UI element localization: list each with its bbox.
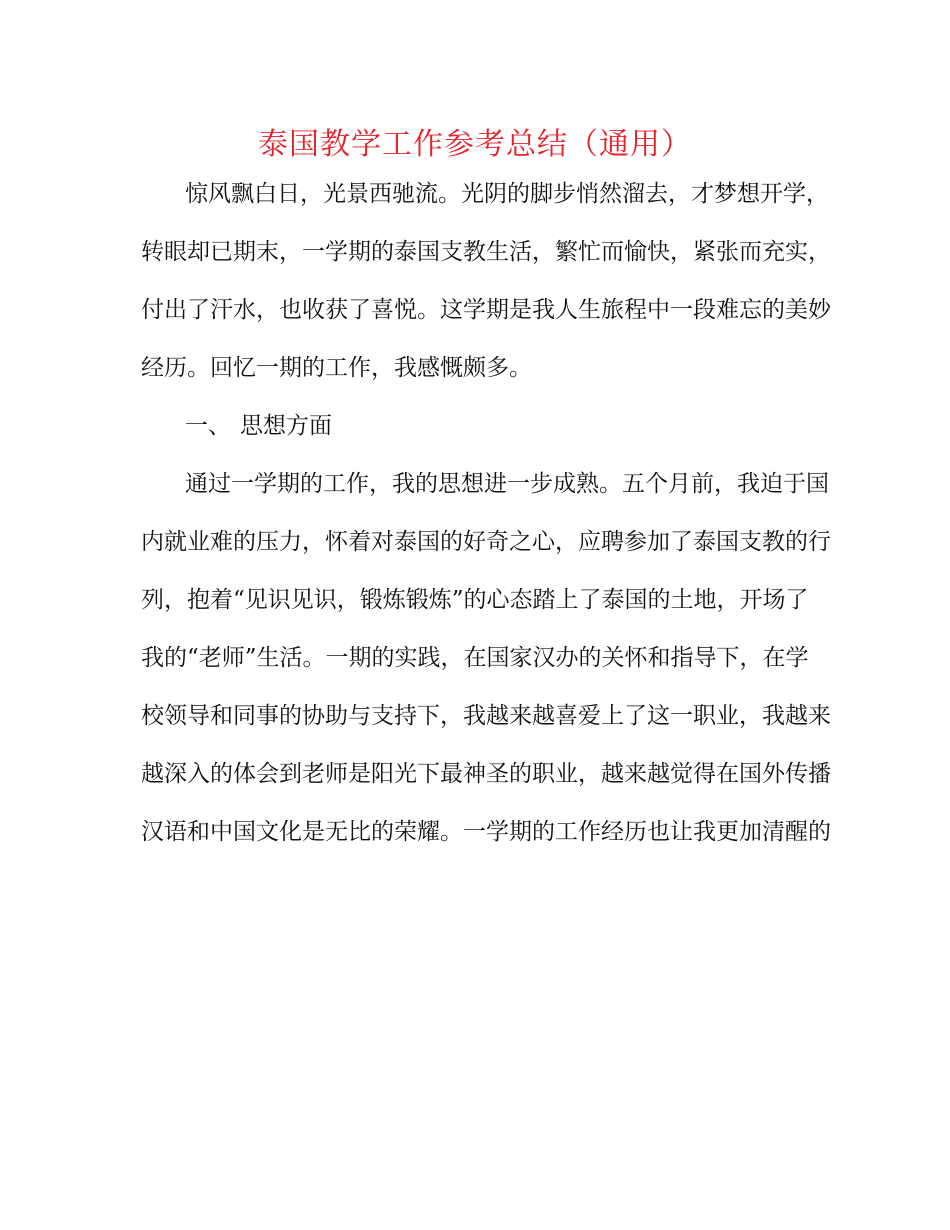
paragraph-line: 惊风飘白日，光景西驰流。光阴的脚步悄然溜去，才梦想开学， <box>185 181 829 207</box>
paragraph-line: 校领导和同事的协助与支持下，我越来越喜爱上了这一职业，我越来 <box>141 703 831 729</box>
paragraph-line: 我的“老师”生活。一期的实践，在国家汉办的关怀和指导下，在学 <box>141 645 809 671</box>
paragraph-line: 转眼却已期末，一学期的泰国支教生活，繁忙而愉快，紧张而充实， <box>141 239 831 265</box>
paragraph-line: 列，抱着“见识见识，锻炼锻炼”的心态踏上了泰国的土地，开场了 <box>141 587 809 613</box>
paragraph-line: 通过一学期的工作，我的思想进一步成熟。五个月前，我迫于国 <box>185 471 829 497</box>
paragraph-line: 付出了汗水，也收获了喜悦。这学期是我人生旅程中一段难忘的美妙 <box>141 297 831 323</box>
section-number: 一、 <box>185 413 231 439</box>
document-title: 泰国教学工作参考总结（通用） <box>258 127 692 162</box>
paragraph-line: 经历。回忆一期的工作，我感慨颇多。 <box>141 355 532 381</box>
paragraph-line: 越深入的体会到老师是阳光下最神圣的职业，越来越觉得在国外传播 <box>141 761 831 787</box>
section-title: 思想方面 <box>240 413 332 439</box>
paragraph-line: 内就业难的压力，怀着对泰国的好奇之心，应聘参加了泰国支教的行 <box>141 529 831 555</box>
paragraph-line: 汉语和中国文化是无比的荣耀。一学期的工作经历也让我更加清醒的 <box>141 819 831 845</box>
